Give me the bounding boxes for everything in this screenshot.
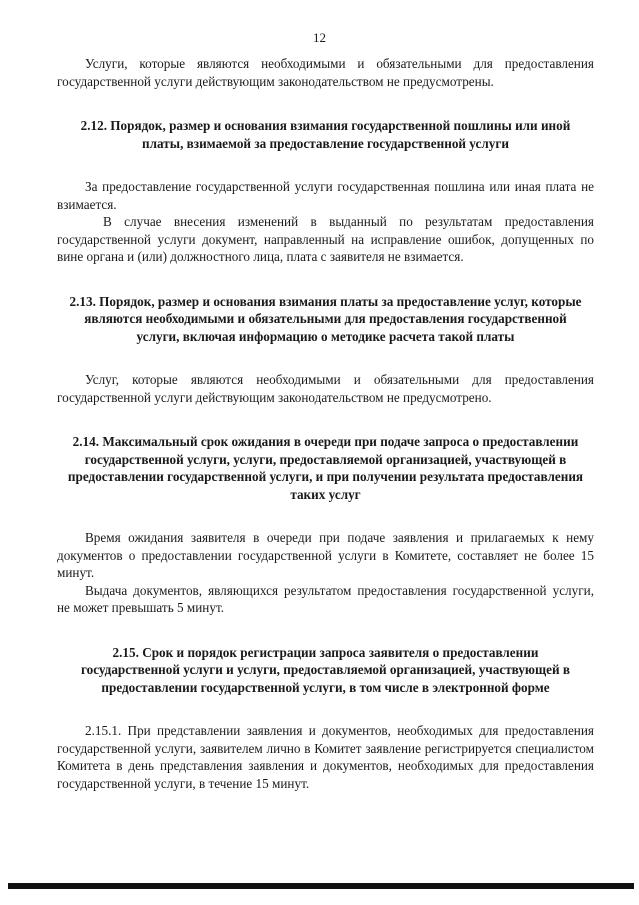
heading-2-13: 2.13. Порядок, размер и основания взимания платы за предоставление услуг, которые являются необходимыми и обязательными для предоставления государственной услуги, включая информацию о методике расчета такой платы: [69, 293, 582, 344]
paragraph-required-services-none: Услуг, которые являются необходимыми и обязательными для предоставления государственной услуги действующим законодательством не предусмотрено.: [57, 372, 594, 405]
heading-2-14: 2.14. Максимальный срок ожидания в очереди при подаче запроса о предоставлении государственной услуги, услуги, предоставляемой организацией, участвующей в предоставлении государственной услуги, и при получении результата предоставления таких услуг: [67, 434, 584, 502]
paragraph-no-fee: За предоставление государственной услуги государственная пошлина или иная плата не взимается.: [57, 179, 594, 212]
paragraph-corrections-no-fee: В случае внесения изменений в выданный по результатам предоставления государственной услуги документ, направленный на исправление ошибок, допущенных по вине органа и (или) должностного лица, плата с заявителя не взимается.: [57, 214, 594, 265]
paragraph-services-not-provided: Услуги, которые являются необходимыми и обязательными для предоставления государственной услуги действующим законодательством не предусмотрены.: [57, 56, 594, 89]
heading-2-12: 2.12. Порядок, размер и основания взимания государственной пошлины или иной платы, взимаемой за предоставление государственной услуги: [80, 118, 571, 151]
document-body: [57, 55, 594, 793]
scan-bottom-border: [8, 883, 634, 889]
paragraph-issue-time: Выдача документов, являющихся результатом предоставления государственной услуги, не может превышать 5 минут.: [57, 582, 594, 616]
paragraph-2-15-1: 2.15.1. При представлении заявления и документов, необходимых для предоставления государственной услуги, заявителем лично в Комитет заявление регистрируется специалистом Комитета в день представления заявления и документов, необходимых для предоставления государственной услуги, в течение 15 минут.: [57, 723, 594, 791]
paragraph-queue-time: Время ожидания заявителя в очереди при подаче заявления и прилагаемых к нему документов о предоставлении государственной услуги в Комитете, составляет не более 15 минут.: [57, 530, 594, 581]
heading-2-15: 2.15. Срок и порядок регистрации запроса заявителя о предоставлении государственной услуги и услуги, предоставляемой организацией, участвующей в предоставлении государственной услуги, в том числе в электронной форме: [80, 644, 571, 695]
page-number: 12: [313, 30, 326, 45]
